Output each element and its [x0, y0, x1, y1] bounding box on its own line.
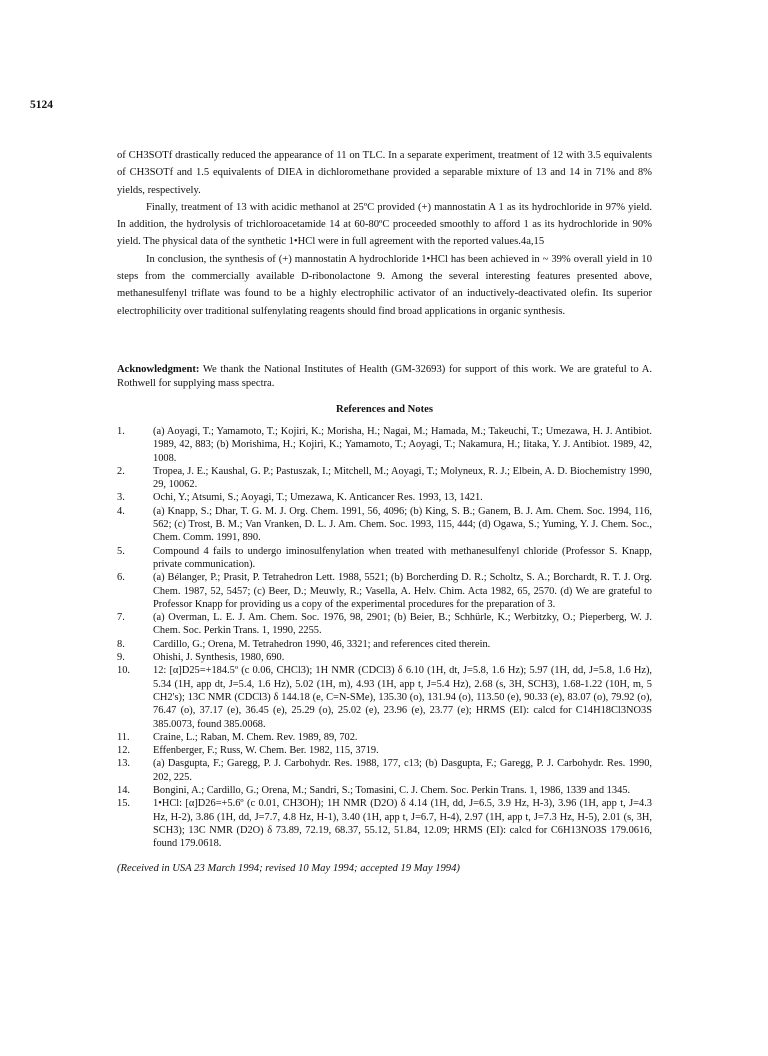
reference-text: Ohishi, J. Synthesis, 1980, 690. — [153, 652, 285, 664]
body-text — [117, 147, 652, 320]
reference-text: Effenberger, F.; Russ, W. Chem. Ber. 1982, 115, 3719. — [153, 745, 379, 757]
reference-number: 5. — [117, 545, 125, 557]
received-dates: (Received in USA 23 March 1994; revised 10 May 1994; accepted 19 May 1994) — [117, 863, 460, 874]
reference-number: 8. — [117, 638, 125, 650]
reference-number: 3. — [117, 492, 125, 504]
paragraph-3: In conclusion, the synthesis of (+) mannostatin A hydrochloride 1•HCl has been achieved in ~ 39% overall yield in 10 steps from the commercially available D-ribonolactone 9. Among the several interesting features presented above, methanesulfenyl triflate was found to be a highly electrophilic activator of an inductively-deactivated olefin. Its superior electrophilicity over traditional sulfenylating reagents should find broad applications in organic synthesis. — [117, 253, 652, 317]
reference-text: Tropea, J. E.; Kaushal, G. P.; Pastuszak, I.; Mitchell, M.; Aoyagi, T.; Molyneux, R. J.; Elbein, A. D. Biochemistry 1990, 29, 10062. — [153, 465, 652, 491]
acknowledgment — [117, 363, 652, 392]
reference-item — [117, 545, 652, 572]
reference-text: Compound 4 fails to undergo iminosulfenylation when treated with methanesulfenyl chloride (Professor S. Knapp, private communication). — [153, 545, 652, 570]
reference-item — [117, 651, 652, 664]
reference-text: Craine, L.; Raban, M. Chem. Rev. 1989, 89, 702. — [153, 731, 358, 743]
reference-number: 7. — [117, 612, 125, 624]
reference-item — [117, 797, 652, 850]
paragraph-1: of CH3SOTf drastically reduced the appearance of 11 on TLC. In a separate experiment, treatment of 12 with 3.5 equivalents of CH3SOTf and 1.5 equivalents of DIEA in dichloromethane provided a separable mixture of 13 and 14 in 71% and 8% yields, respectively. — [117, 150, 652, 196]
reference-item — [117, 784, 652, 797]
reference-item — [117, 465, 652, 492]
reference-text: (a) Dasgupta, F.; Garegg, P. J. Carbohydr. Res. 1988, 177, c13; (b) Dasgupta, F.; Garegg, P. J. Carbohydr. Res. 1990, 202, 225. — [153, 758, 652, 783]
acknowledgment-label: Acknowledgment: — [117, 364, 200, 375]
reference-text: Ochi, Y.; Atsumi, S.; Aoyagi, T.; Umezawa, K. Anticancer Res. 1993, 13, 1421. — [153, 492, 483, 504]
reference-number: 11. — [117, 731, 130, 743]
reference-text: (a) Aoyagi, T.; Yamamoto, T.; Kojiri, K.; Morisha, H.; Nagai, M.; Hamada, M.; Takeuchi, T.; Umezawa, H. J. Antibiot. 1989, 42, 883; (b) Morishima, H.; Kojiri, K.; Yamamoto, T.; Aoyagi, T.; Nakamura, H.; Iitaka, Y. J. Antibiot. 1989, 42, 1008. — [153, 426, 652, 464]
reference-item — [117, 425, 652, 465]
reference-item — [117, 571, 652, 611]
reference-item — [117, 744, 652, 757]
reference-number: 14. — [117, 785, 130, 797]
reference-item — [117, 611, 652, 638]
references-list — [117, 425, 652, 851]
reference-text: 12: [α]D25=+184.5º (c 0.06, CHCl3); 1H NMR (CDCl3) δ 6.10 (1H, dt, J=5.8, 1.6 Hz); 5.97 (1H, dd, J=5.8, 1.6 Hz), 5.34 (1H, app dt, J=5.4, 1.6 Hz), 5.02 (1H, m), 4.93 (1H, app t, J=5.4 Hz), 2.68 (s, 3H, SCH3), 1.68-1.22 (10H, m, 5 CH2's); 13C NMR (CDCl3) δ 144.18 (e, C=N-SMe), 135.30 (o), 131.94 (o), 113.50 (e), 90.33 (e), 83.07 (o), 79.92 (o), 76.47 (o), 37.17 (e), 36.45 (e), 25.29 (o), 25.02 (e), 23.96 (e), 23.77 (e); HRMS (EI): calcd for C14H18Cl3NO3S 385.0073, found 385.0068. — [153, 665, 652, 730]
reference-item — [117, 731, 652, 744]
references-heading: References and Notes — [336, 404, 433, 415]
reference-number: 10. — [117, 665, 130, 677]
reference-item — [117, 638, 652, 651]
page-number: 5124 — [30, 99, 53, 111]
paragraph-2: Finally, treatment of 13 with acidic methanol at 25ºC provided (+) mannostatin A 1 as its hydrochloride in 97% yield. In addition, the hydrolysis of trichloroacetamide 14 at 60-80ºC proceeded smoothly to afford 1 as its hydrochloride in 90% yield. The physical data of the synthetic 1•HCl were in full agreement with the reported values.4a,15 — [117, 201, 652, 248]
acknowledgment-text: We thank the National Institutes of Health (GM-32693) for support of this work. We are grateful to A. Rothwell for supplying mass spectra. — [117, 364, 652, 390]
reference-number: 4. — [117, 505, 125, 517]
reference-number: 12. — [117, 745, 130, 757]
reference-text: (a) Knapp, S.; Dhar, T. G. M. J. Org. Chem. 1991, 56, 4096; (b) King, S. B.; Ganem, B. J. Am. Chem. Soc. 1994, 116, 562; (c) Trost, B. M.; Van Vranken, D. L. J. Am. Chem. Soc. 1993, 115, 444; (d) Ogawa, S.; Yuming, Y. J. Chem. Soc., Chem. Comm. 1991, 890. — [153, 505, 652, 544]
reference-text: Cardillo, G.; Orena, M. Tetrahedron 1990, 46, 3321; and references cited therein. — [153, 638, 491, 650]
reference-item — [117, 505, 652, 545]
reference-item — [117, 491, 652, 504]
reference-number: 15. — [117, 798, 130, 810]
reference-item — [117, 664, 652, 730]
reference-text: Bongini, A.; Cardillo, G.; Orena, M.; Sandri, S.; Tomasini, C. J. Chem. Soc. Perkin Trans. 1, 1986, 1339 and 1345. — [153, 785, 631, 797]
reference-text: 1•HCl: [α]D26=+5.6º (c 0.01, CH3OH); 1H NMR (D2O) δ 4.14 (1H, dd, J=6.5, 3.9 Hz, H-3), 3.96 (1H, app t, J=4.3 Hz, H-2), 3.86 (1H, dd, J=7.7, 4.8 Hz, H-1), 3.40 (1H, app t, J=6.7, H-4), 2.97 (1H, app t, J=7.3 Hz, H-5), 2.01 (s, 3H, SCH3); 13C NMR (D2O) δ 73.89, 72.19, 68.37, 55.12, 51.84, 12.09; HRMS (EI): calcd for C6H13NO3S 179.0616, found 179.0618. — [153, 798, 652, 850]
reference-number: 6. — [117, 572, 125, 584]
reference-number: 9. — [117, 652, 125, 664]
reference-item — [117, 757, 652, 784]
reference-number: 2. — [117, 465, 125, 477]
reference-text: (a) Overman, L. E. J. Am. Chem. Soc. 1976, 98, 2901; (b) Beier, B.; Schhürle, K.; Werbitzky, O.; Pieperberg, W. J. Chem. Soc. Perkin Trans. 1, 1990, 2255. — [153, 612, 652, 637]
reference-number: 1. — [117, 426, 125, 437]
reference-text: (a) Bélanger, P.; Prasit, P. Tetrahedron Lett. 1988, 5521; (b) Borcherding D. R.; Scholtz, S. A.; Borchardt, R. T. J. Org. Chem. 1987, 52, 5457; (c) Beer, D.; Meuwly, R.; Vasella, A. Helv. Chim. Acta 1982, 65, 2570. (d) We are grateful to Professor Knapp for providing us a copy of the experimental procedures for the preparation of 3. — [153, 572, 652, 610]
reference-number: 13. — [117, 758, 130, 770]
